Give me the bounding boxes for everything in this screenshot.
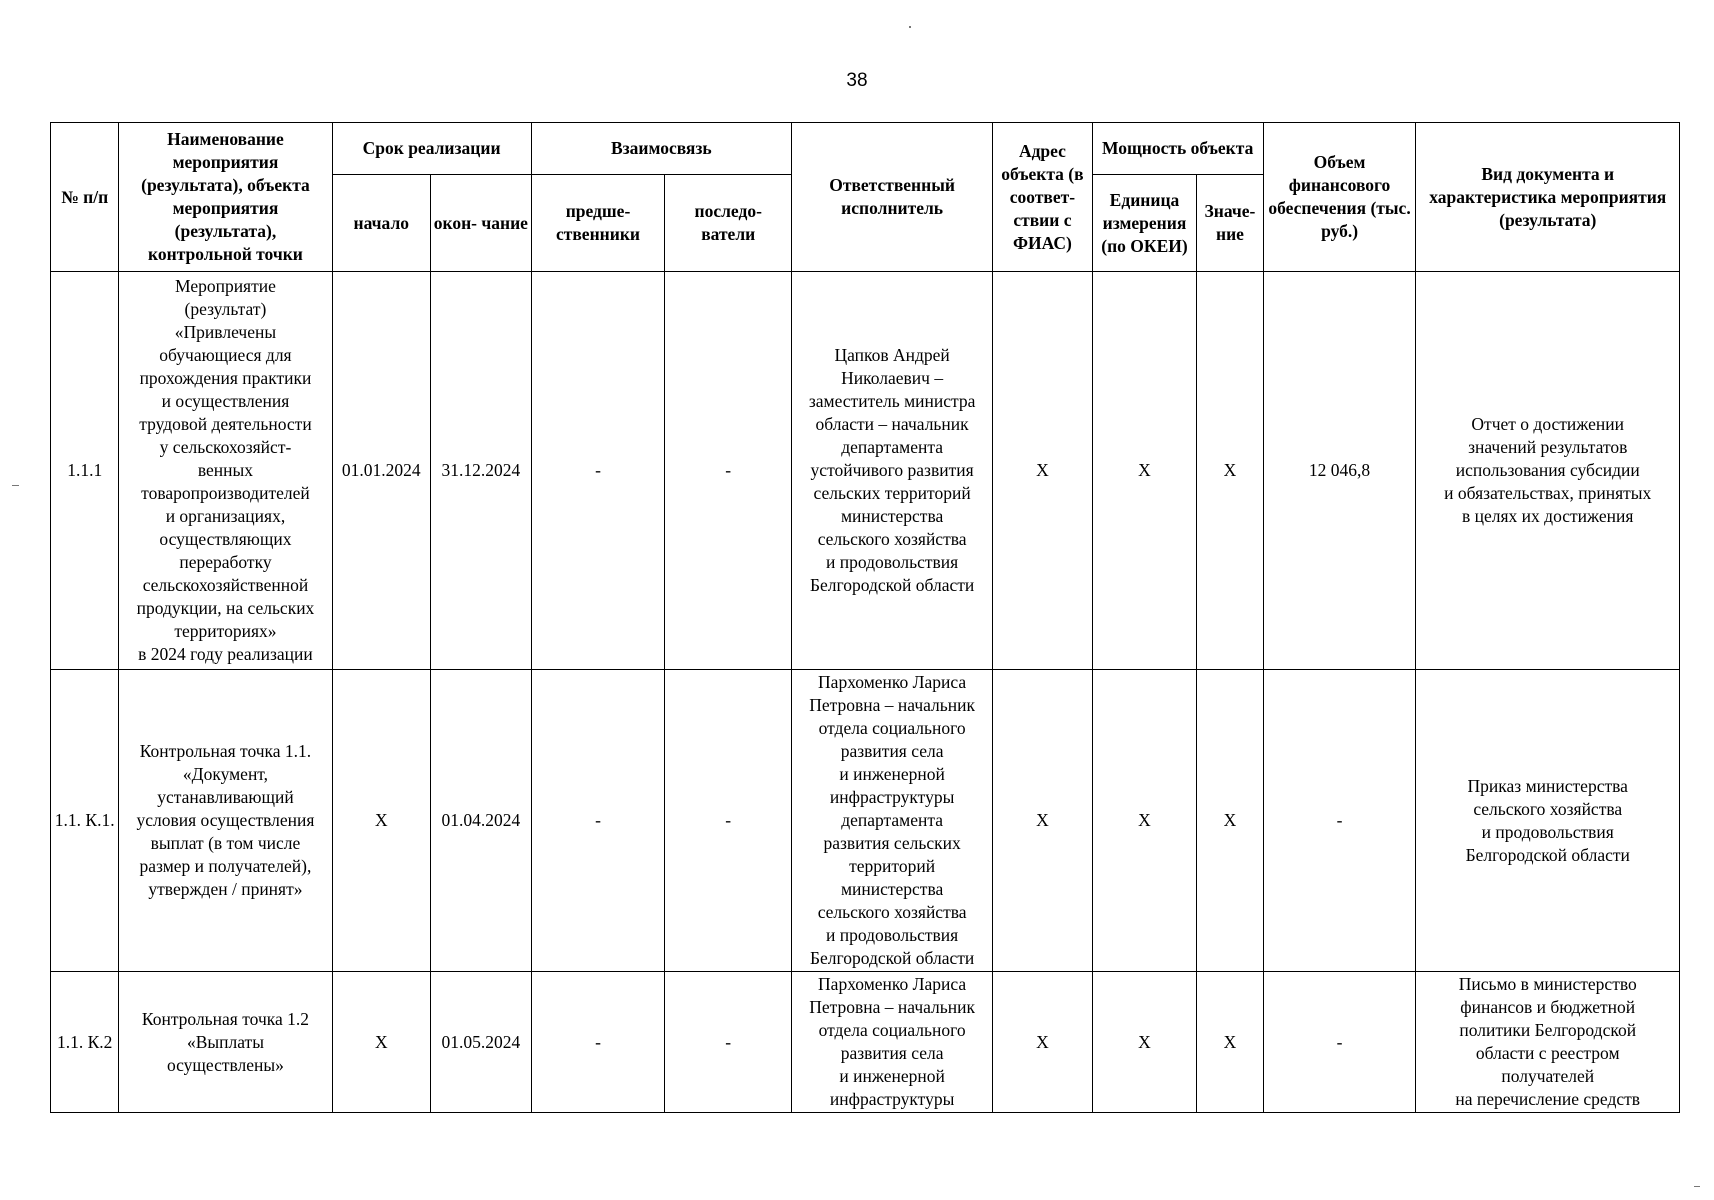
- row-finance: -: [1263, 670, 1416, 972]
- row-document: Письмо в министерство финансов и бюджетной политики Белгородской области с реестром получателей на перечисление средств: [1416, 972, 1680, 1113]
- row-document: Приказ министерства сельского хозяйства и продовольствия Белгородской области: [1416, 670, 1680, 972]
- scan-dot: [909, 26, 911, 28]
- row-document: Отчет о достижении значений результатов использования субсидии и обязательствах, принятых в целях их достижения: [1416, 272, 1680, 670]
- plan-table: [50, 122, 1680, 1113]
- scan-dash: [1694, 1186, 1700, 1187]
- row-start: Х: [332, 670, 431, 972]
- row-finance: 12 046,8: [1263, 272, 1416, 670]
- row-end: 31.12.2024: [431, 272, 532, 670]
- header-term-end: окон- чание: [431, 175, 532, 272]
- row-successors: -: [665, 670, 792, 972]
- row-number: 1.1. К.2: [51, 972, 119, 1113]
- row-unit: Х: [1092, 670, 1197, 972]
- header-relation-prev: предше- ственники: [531, 175, 665, 272]
- row-finance: -: [1263, 972, 1416, 1113]
- header-document: Вид документа и характеристика мероприятия (результата): [1416, 123, 1680, 272]
- header-address: Адрес объекта (в соответ-ствии с ФИАС): [993, 123, 1093, 272]
- row-predecessors: -: [531, 670, 665, 972]
- row-executor: Пархоменко Лариса Петровна – начальник отдела социального развития села и инженерной инфраструктуры: [792, 972, 993, 1113]
- row-predecessors: -: [531, 972, 665, 1113]
- row-name: Контрольная точка 1.2 «Выплаты осуществлены»: [119, 972, 332, 1113]
- row-unit: Х: [1092, 272, 1197, 670]
- row-unit: Х: [1092, 972, 1197, 1113]
- header-finance: Объем финансового обеспечения (тыс. руб.): [1263, 123, 1416, 272]
- row-value: Х: [1197, 972, 1263, 1113]
- row-successors: -: [665, 972, 792, 1113]
- header-capacity: Мощность объекта: [1092, 123, 1263, 175]
- row-predecessors: -: [531, 272, 665, 670]
- header-capacity-unit: Единица измерения (по ОКЕИ): [1092, 175, 1197, 272]
- page-number: 38: [846, 70, 868, 91]
- header-capacity-value: Значе- ние: [1197, 175, 1263, 272]
- scan-dash: [12, 485, 19, 486]
- row-executor: Пархоменко Лариса Петровна – начальник отдела социального развития села и инженерной инфраструктуры департамента развития сельских территорий министерства сельского хозяйства и продовольствия Белгородской области: [792, 670, 993, 972]
- row-value: Х: [1197, 670, 1263, 972]
- row-address: Х: [993, 670, 1093, 972]
- header-number: № п/п: [51, 123, 119, 272]
- row-number: 1.1. К.1.: [51, 670, 119, 972]
- row-address: Х: [993, 972, 1093, 1113]
- row-name: Контрольная точка 1.1. «Документ, устанавливающий условия осуществления выплат (в том числе размер и получателей), утвержден / принят»: [119, 670, 332, 972]
- header-term: Срок реализации: [332, 123, 531, 175]
- row-executor: Цапков Андрей Николаевич – заместитель министра области – начальник департамента устойчивого развития сельских территорий министерства сельского хозяйства и продовольствия Белгородской области: [792, 272, 993, 670]
- header-executor: Ответственный исполнитель: [792, 123, 993, 272]
- row-start: 01.01.2024: [332, 272, 431, 670]
- header-relation: Взаимосвязь: [531, 123, 791, 175]
- row-end: 01.04.2024: [431, 670, 532, 972]
- row-start: Х: [332, 972, 431, 1113]
- row-end: 01.05.2024: [431, 972, 532, 1113]
- header-term-start: начало: [332, 175, 431, 272]
- table-row: [51, 972, 1680, 1113]
- header-relation-next: последо- ватели: [665, 175, 792, 272]
- row-number: 1.1.1: [51, 272, 119, 670]
- table-row: [51, 272, 1680, 670]
- row-value: Х: [1197, 272, 1263, 670]
- header-name: Наименование мероприятия (результата), объекта мероприятия (результата), контрольной точки: [119, 123, 332, 272]
- row-name: Мероприятие (результат) «Привлечены обучающиеся для прохождения практики и осуществления трудовой деятельности у сельскохозяйст- венных товаропроизводителей и организациях, осуществляющих переработку сельскохозяйственной продукции, на сельских территориях» в 2024 году реализации: [119, 272, 332, 670]
- table-row: [51, 670, 1680, 972]
- row-address: Х: [993, 272, 1093, 670]
- row-successors: -: [665, 272, 792, 670]
